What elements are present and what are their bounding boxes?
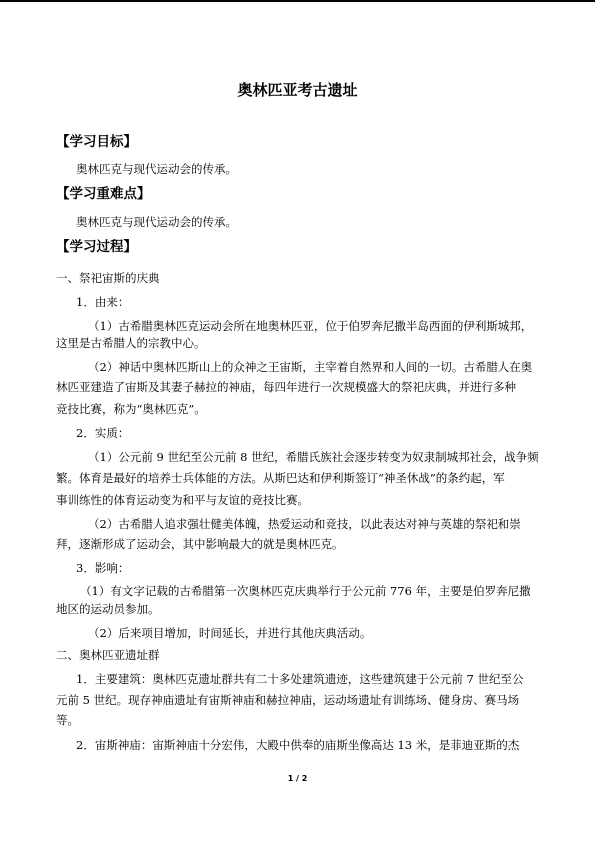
body-line: 二、奥林匹亚遗址群 (56, 648, 160, 662)
body-line: 地区的运动员参加。 (56, 602, 160, 616)
body-line: 这里是古希腊人的宗教中心。 (56, 336, 206, 350)
page-title: 奥林匹亚考古遗址 (237, 81, 358, 99)
body-line: 林匹亚建造了宙斯及其妻子赫拉的神庙，每四年进行一次规模盛大的祭祀庆典，并进行多种 (56, 380, 516, 394)
key-points-text: 奥林匹克与现代运动会的传承。 (76, 215, 237, 229)
body-line: 3．影响： (76, 561, 130, 575)
body-line: （1）公元前 9 世纪至公元前 8 世纪，希腊氏族社会逐步转变为奴隶制城邦社会，战争频 (88, 450, 539, 464)
body-line: （2）神话中奥林匹斯山上的众神之王宙斯，主宰着自然界和人间的一切。古希腊人在奥 (88, 360, 533, 374)
heading-learning-goals: 【学习目标】 (56, 134, 137, 150)
body-line: 事训练性的体育运动变为和平与友谊的竞技比赛。 (56, 493, 309, 507)
heading-learning-process: 【学习过程】 (56, 239, 137, 255)
body-line: （1）有文字记载的古希腊第一次奥林匹克庆典举行于公元前 776 年，主要是伯罗奔尼撒 (80, 584, 531, 598)
body-line: 2．宙斯神庙：宙斯神庙十分宏伟，大殿中供奉的庙斯坐像高达 13 米，是菲迪亚斯的杰 (76, 738, 520, 752)
body-line: 竞技比赛，称为“奥林匹克”。 (56, 402, 206, 416)
body-line: 2．实质： (76, 426, 130, 440)
body-line: （1）古希腊奥林匹克运动会所在地奥林匹亚，位于伯罗奔尼撒半岛西面的伊利斯城邦， (88, 319, 533, 333)
body-line: （2）古希腊人追求强壮健美体魄，热爱运动和竞技，以此表达对神与英雄的祭祀和崇 (88, 517, 521, 531)
page-number: 1 / 2 (287, 774, 308, 783)
body-line: 元前 5 世纪。现存神庙遗址有宙斯神庙和赫拉神庙，运动场遗址有训练场、健身房、赛马场 (56, 693, 520, 707)
body-line: （2）后来项目增加，时间延长，并进行其他庆典活动。 (88, 626, 372, 640)
body-line: 1．由来： (76, 295, 130, 309)
body-line: 一、祭祀宙斯的庆典 (56, 271, 160, 285)
learning-goals-text: 奥林匹克与现代运动会的传承。 (76, 162, 237, 176)
body-line: 繁。体育是最好的培养士兵体能的方法。从斯巴达和伊利斯签订“神圣休战”的条约起，军 (56, 471, 505, 485)
heading-key-points: 【学习重难点】 (56, 186, 151, 202)
body-line: 等。 (56, 713, 79, 727)
body-line: 1．主要建筑：奥林匹克遗址群共有二十多处建筑遗迹，这些建筑建于公元前 7 世纪至公 (76, 672, 524, 686)
body-line: 拜，逐渐形成了运动会，其中影响最大的就是奥林匹克。 (56, 537, 344, 551)
